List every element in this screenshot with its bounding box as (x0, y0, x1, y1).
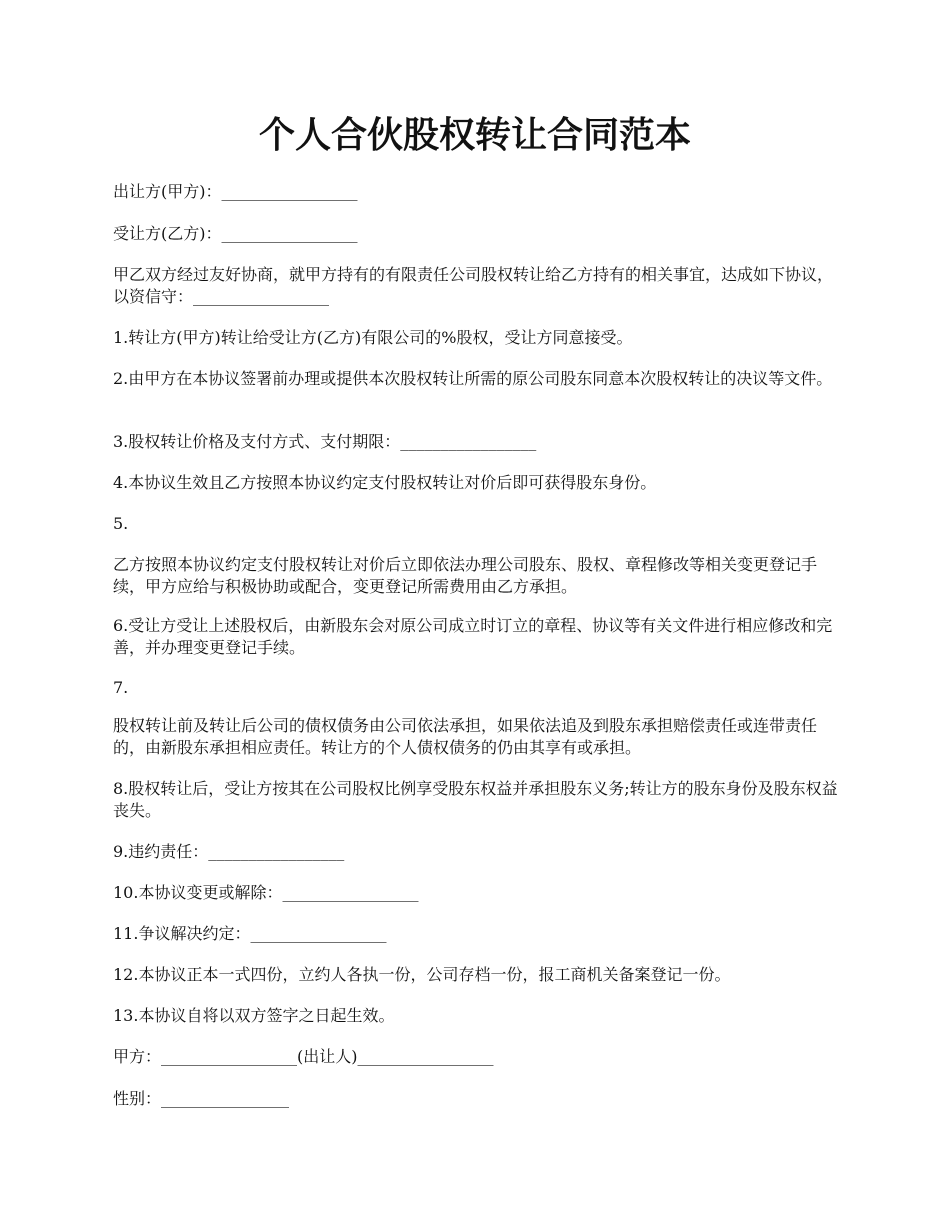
clause-7-text: 股权转让前及转让后公司的债权债务由公司依法承担，如果依法追及到股东承担赔偿责任或连带责任的，由新股东承担相应责任。转让方的个人债权债务的仍由其享有或承担。 (113, 716, 818, 757)
clause-9: 9.违约责任：_________________ (113, 842, 345, 861)
clause-2: 2.由甲方在本协议签署前办理或提供本次股权转让所需的原公司股东同意本次股权转让的决议等文件。 (113, 369, 833, 388)
gender-line: 性别：________________ (113, 1089, 290, 1108)
party-b-line: 受让方(乙方)：_________________ (113, 224, 358, 243)
clause-4: 4.本协议生效且乙方按照本协议约定支付股权转让对价后即可获得股东身份。 (113, 473, 657, 492)
clause-5-number: 5. (113, 514, 129, 533)
clause-7-number: 7. (113, 678, 129, 697)
party-a-line: 出让方(甲方)：_________________ (113, 182, 358, 201)
clause-10: 10.本协议变更或解除：_________________ (113, 883, 419, 902)
preamble-paragraph: 甲乙双方经过友好协商，就甲方持有的有限责任公司股权转让给乙方持有的相关事宜，达成如下协议，以资信守：_________________ (113, 265, 834, 306)
clause-11: 11.争议解决约定：_________________ (113, 924, 387, 943)
clause-13: 13.本协议自将以双方签字之日起生效。 (113, 1006, 395, 1025)
clause-1: 1.转让方(甲方)转让给受让方(乙方)有限公司的%股权，受让方同意接受。 (113, 328, 633, 347)
clause-3: 3.股权转让价格及支付方式、支付期限：_________________ (113, 432, 537, 451)
clause-12: 12.本协议正本一式四份，立约人各执一份，公司存档一份，报工商机关备案登记一份。 (113, 965, 731, 984)
document-title: 个人合伙股权转让合同范本 (258, 115, 691, 156)
clause-8: 8.股权转让后，受让方按其在公司股权比例享受股东权益并承担股东义务;转让方的股东身份及股东权益丧失。 (113, 779, 838, 820)
clause-5-text: 乙方按照本协议约定支付股权转让对价后立即依法办理公司股东、股权、章程修改等相关变更登记手续，甲方应给与积极协助或配合，变更登记所需费用由乙方承担。 (113, 555, 818, 596)
signature-party-a: 甲方：_________________(出让人)_________________ (113, 1047, 494, 1066)
clause-6: 6.受让方受让上述股权后，由新股东会对原公司成立时订立的章程、协议等有关文件进行相应修改和完善，并办理变更登记手续。 (113, 616, 833, 657)
